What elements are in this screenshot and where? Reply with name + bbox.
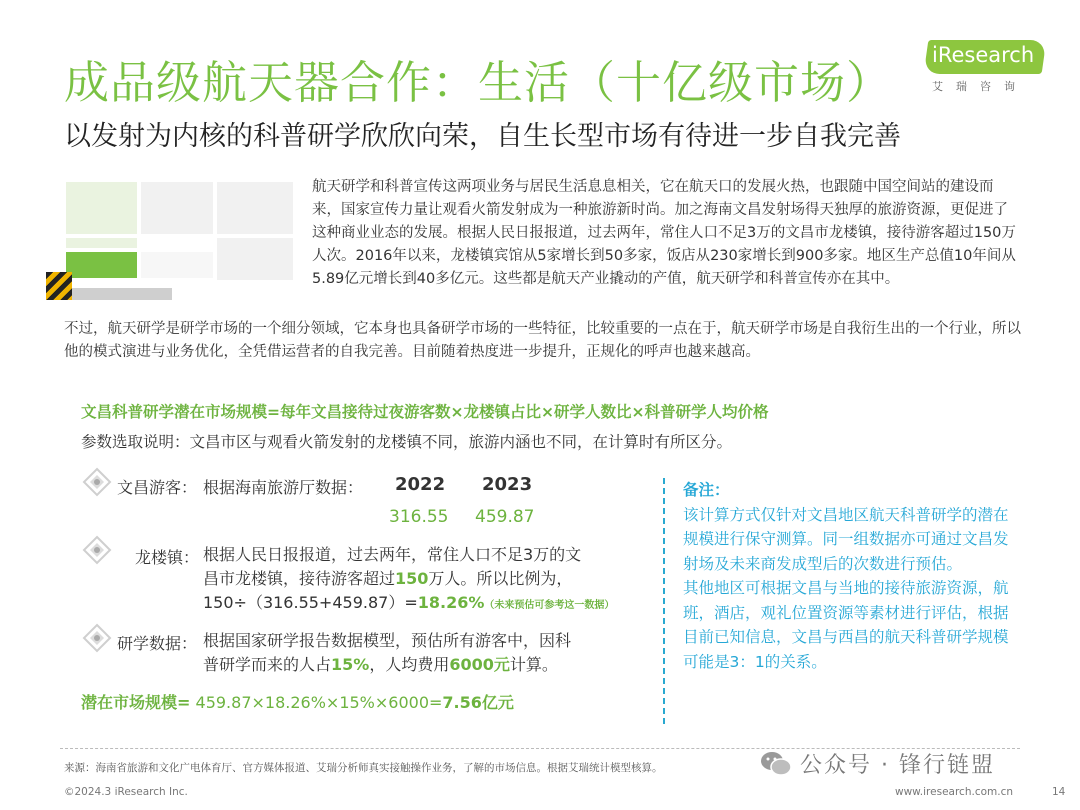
year-2022: 2022 — [395, 474, 446, 495]
logo-chinese-text: 艾瑞咨询 — [932, 80, 1028, 93]
diamond-bullet-icon — [82, 535, 112, 565]
value-2022: 316.55 — [389, 507, 449, 527]
note-title: 备注： — [683, 481, 730, 499]
longlou-text — [203, 543, 643, 618]
wechat-account-name: 公众号 · 锋行链盟 — [800, 753, 995, 778]
research-line-b: 普研学而来的人占15%，人均费用6000元计算。 — [203, 655, 558, 674]
note-text-1: 该计算方式仅针对文昌地区航天科普研学的潜在规模进行保守测算。同一组数据亦可通过文昌发射场及未来商发成型后的次数进行预估。 — [683, 505, 1009, 573]
decorative-blocks — [46, 180, 296, 310]
wechat-watermark — [760, 748, 995, 779]
diamond-bullet-icon — [82, 467, 112, 497]
longlou-line-c: 150÷（316.55+459.87）=18.26%（未来预估可参考这一数据） — [203, 593, 615, 612]
iresearch-logo — [926, 40, 1052, 96]
value-2023: 459.87 — [475, 507, 535, 527]
year-2023: 2023 — [482, 474, 533, 495]
logo-text: iResearch — [932, 43, 1035, 67]
research-line-a: 根据国家研学报告数据模型，预估所有游客中，因科 — [203, 631, 572, 650]
parameter-note: 参数选取说明：文昌市区与观看火箭发射的龙楼镇不同，旅游内涵也不同，在计算时有所区分。 — [81, 433, 733, 451]
second-paragraph: 不过，航天研学是研学市场的一个细分领域，它本身也具备研学市场的一些特征，比较重要的一点在于，航天研学市场是自我衍生出的一个行业，所以他的模式演进与业务优化，全凭借运营者的自我完善。目前随着热度进一步提升，正规化的呼声也越来越高。 — [64, 321, 1021, 360]
wenchang-label: 文昌游客： — [117, 478, 198, 497]
research-text — [203, 629, 643, 677]
potential-market-size: 潜在市场规模= 459.87×18.26%×15%×6000=7.56亿元 — [81, 693, 514, 712]
page-subtitle: 以发射为内核的科普研学欣欣向荣，自生长型市场有待进一步自我完善 — [64, 121, 901, 152]
website: www.iresearch.com.cn — [895, 786, 1014, 798]
diamond-bullet-icon — [82, 623, 112, 653]
page-title: 成品级航天器合作：生活（十亿级市场） — [64, 56, 893, 109]
source-note: 来源：海南省旅游和文化广电体育厅、官方媒体报道、艾瑞分析师真实接触操作业务，了解的市场信息。根据艾瑞统计模型核算。 — [64, 762, 663, 774]
note-text-2: 其他地区可根据文昌与当地的接待旅游资源，航班，酒店，观礼位置资源等素材进行评估，根据目前已知信息，文昌与西昌的航天科普研学规模可能是3：1的关系。 — [683, 579, 1009, 671]
page-number: 14 — [1052, 786, 1066, 798]
longlou-label: 龙楼镇： — [135, 548, 200, 567]
copyright: ©2024.3 iResearch Inc. — [64, 786, 188, 798]
longlou-line-b: 昌市龙楼镇，接待游客超过150万人。所以比例为， — [203, 569, 573, 588]
wenchang-source-text: 根据海南旅游厅数据： — [203, 478, 364, 497]
note-box — [683, 478, 1018, 674]
note-divider — [663, 478, 665, 724]
longlou-line-a: 根据人民日报报道，过去两年，常住人口不足3万的文 — [203, 545, 582, 564]
market-size-formula: 文昌科普研学潜在市场规模=每年文昌接待过夜游客数×龙楼镇占比×研学人数比×科普研学人均价格 — [81, 403, 769, 421]
research-label: 研学数据： — [117, 634, 198, 653]
intro-paragraph: 航天研学和科普宣传这两项业务与居民生活息息相关，它在航天口的发展火热，也跟随中国空间站的建设而来，国家宣传力量让观看火箭发射成为一种旅游新时尚。加之海南文昌发射场得天独厚的旅游资源，更促进了这种商业业态的发展。根据人民日报报道，过去两年，常住人口不足3万的文昌市龙楼镇，接待游客超过150万人次。2016年以来，龙楼镇宾馆从5家增长到50多家，饭店从230家增长到900多家。地区生产总值10年间从5.89亿元增长到40多亿元。这些都是航天产业撬动的产值，航天研学和科普宣传亦在其中。 — [312, 179, 1016, 287]
wechat-icon — [760, 750, 792, 778]
